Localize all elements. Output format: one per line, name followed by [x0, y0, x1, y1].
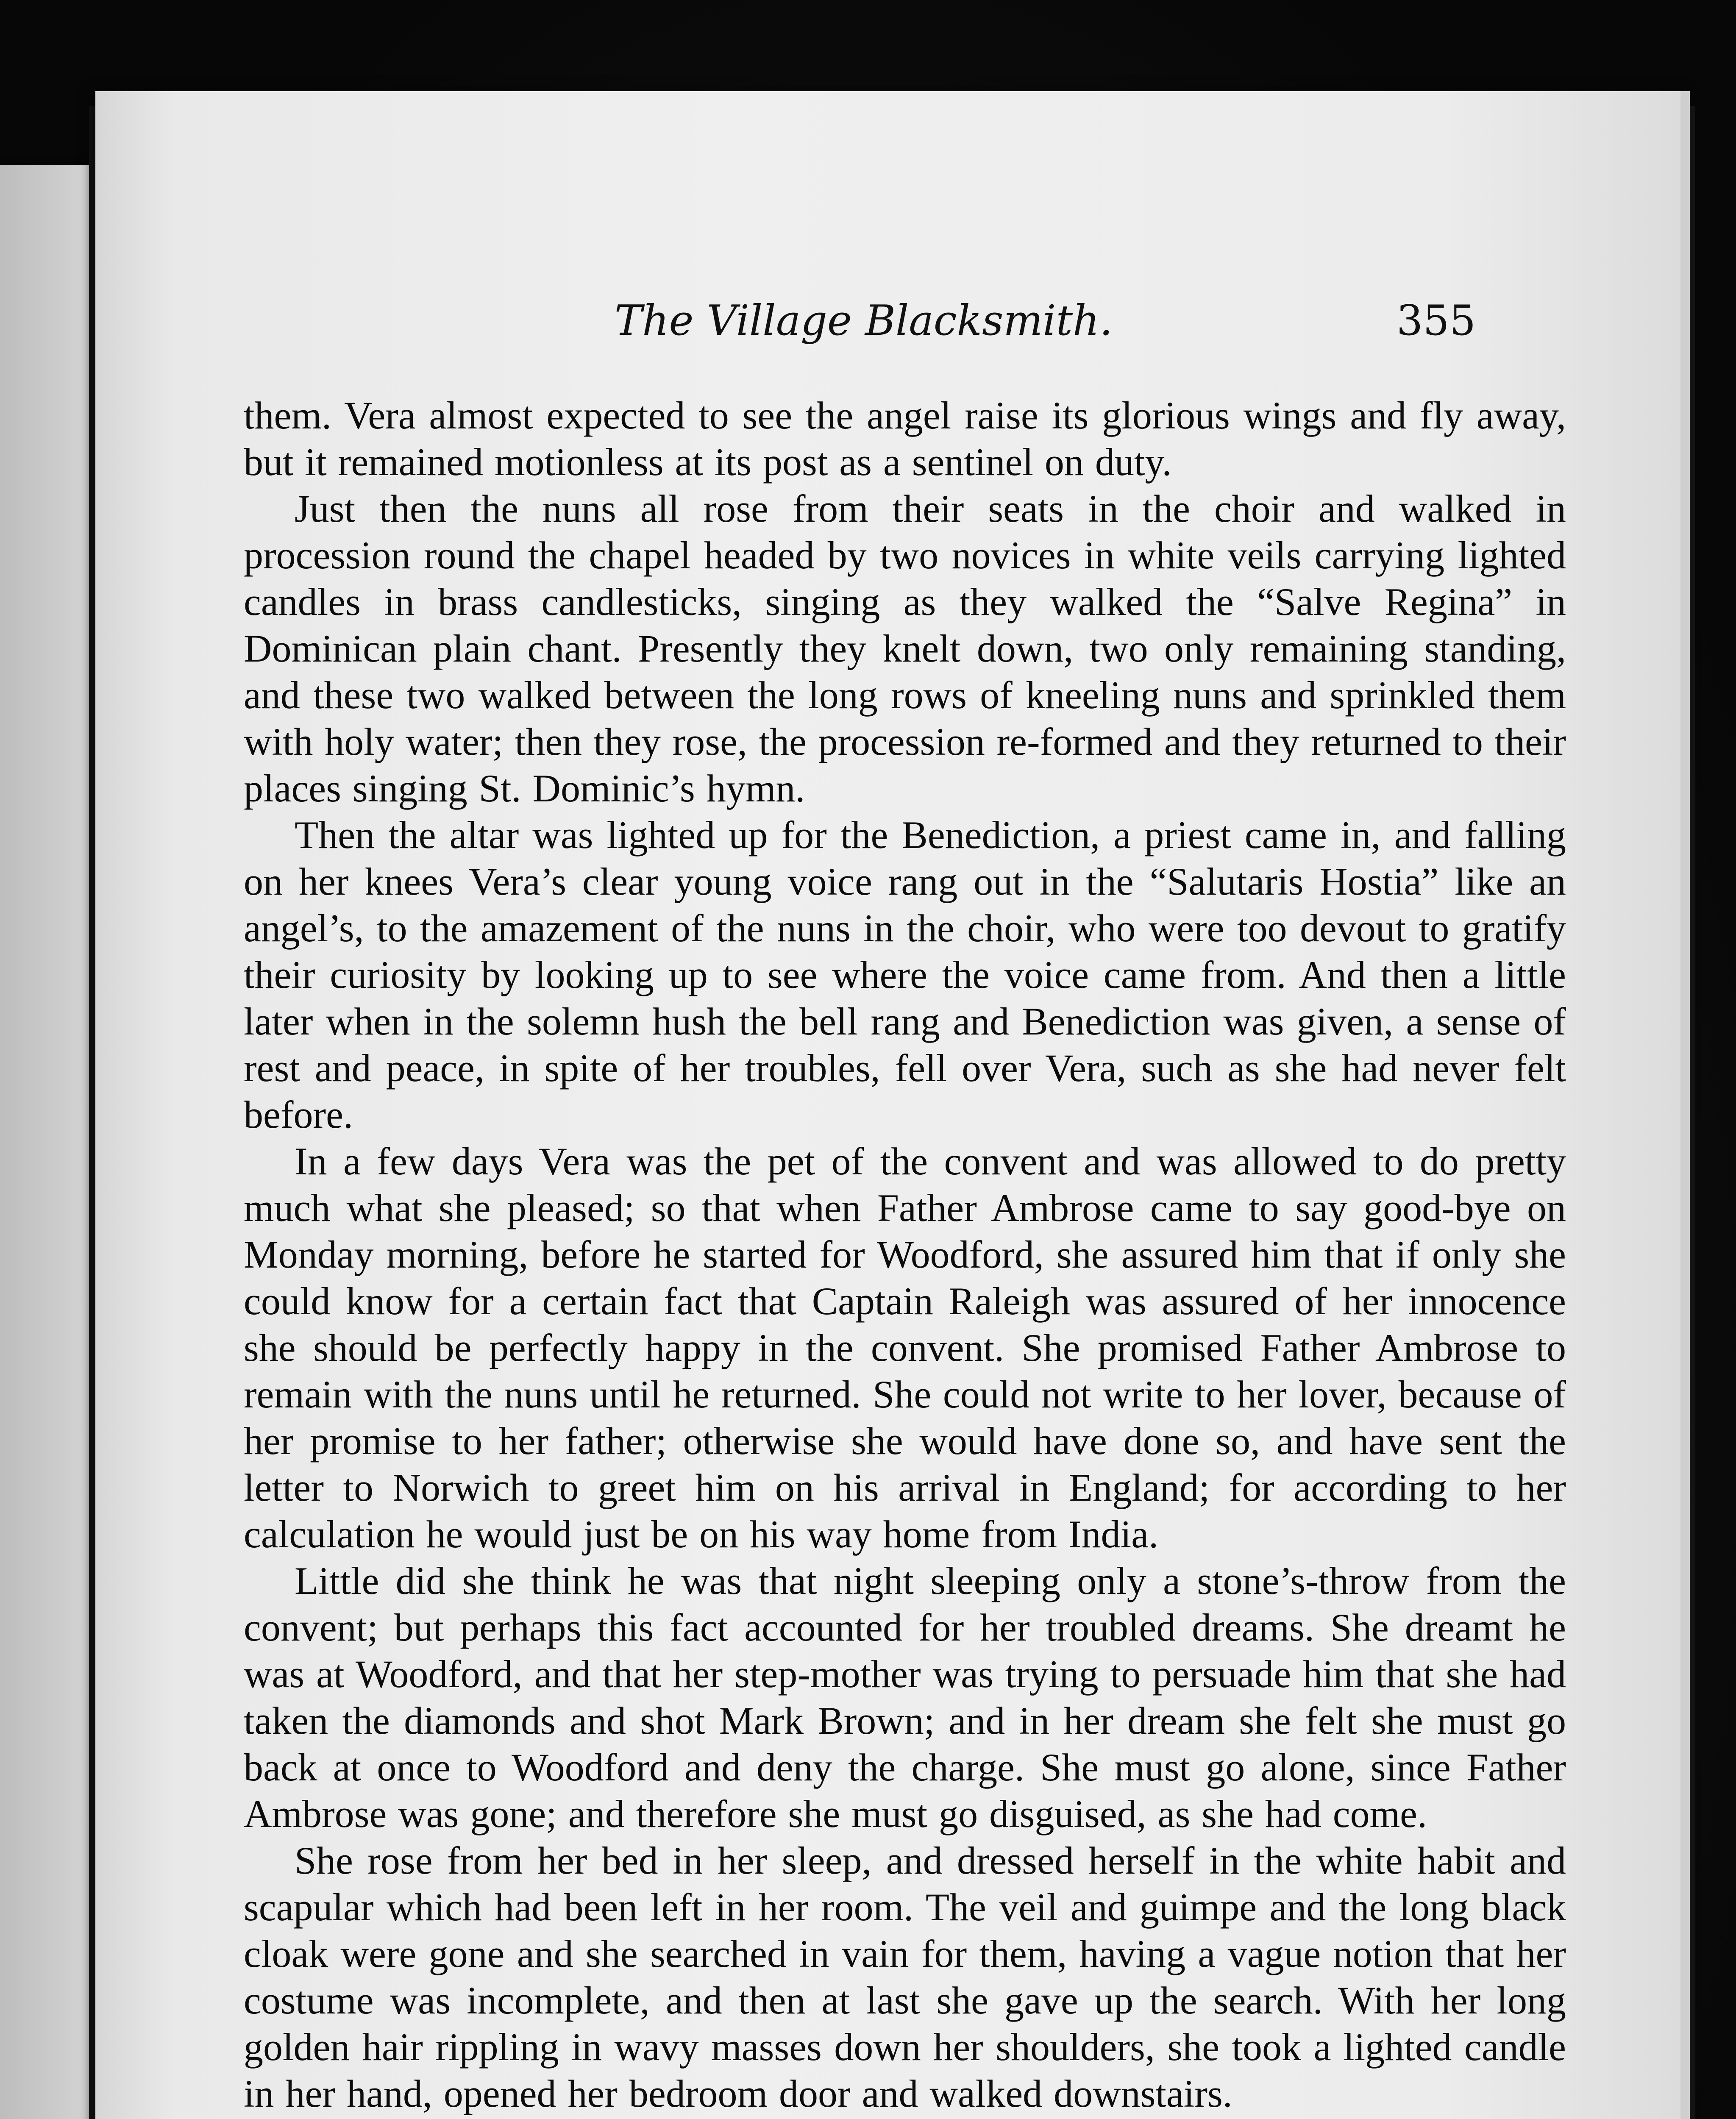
paragraph: Little did she think he was that night sleeping only a stone’s-throw from the convent; but perhaps this fact accounted for her troubled dreams. She dreamt he was at Woodford, and that her step-mother was trying to persuade him that she had taken the diamonds and shot Mark Brown; and in her dream she felt she must go back at once to Woodford and deny the charge. She must go alone, since Father Ambrose was gone; and therefore she must go disguised, as she had come.	[244, 1559, 1566, 1835]
paragraph	[244, 2117, 1566, 2119]
paragraph: Just then the nuns all rose from their seats in the choir and walked in procession round the chapel headed by two novices in white veils carrying lighted candles in brass candlesticks, singing as they walked the “Salve Regina” in Dominican plain chant. Presently they knelt down, two only remaining standing, and these two walked between the long rows of kneeling nuns and sprinkled them with holy water; then they rose, the procession re-formed and they returned to their places singing St. Dominic’s hymn.	[244, 487, 1566, 810]
paragraph: In a few days Vera was the pet of the convent and was allowed to do pretty much what she pleased; so that when Father Ambrose came to say good-bye on Monday morning, before he started for Woodford, she assured him that if only she could know for a certain fact that Captain Raleigh was assured of her innocence she should be perfectly happy in the convent. She promised Father Ambrose to remain with the nuns until he returned. She could not write to her lover, because of her promise to her father; otherwise she would have done so, and have sent the letter to Norwich to greet him on his arrival in England; for according to her calculation he would just be on his way home from India.	[244, 1140, 1566, 1556]
page-number: 355	[1397, 297, 1476, 345]
body-text	[244, 392, 1566, 2119]
book-page	[95, 91, 1690, 2119]
paragraph: She rose from her bed in her sleep, and dressed herself in the white habit and scapular which had been left in her room. The veil and guimpe and the long black cloak were gone and she searched in vain for them, having a vague notion that her costume was incomplete, and then at last she gave up the search. With her long golden hair rippling in wavy masses down her shoulders, she took a lighted candle in her hand, opened her bedroom door and walked downstairs.	[244, 1839, 1566, 2115]
paragraph: them. Vera almost expected to see the angel raise its glorious wings and fly away, but it remained motionless at its post as a sentinel on duty.	[244, 394, 1566, 484]
paragraph: Then the altar was lighted up for the Benediction, a priest came in, and falling on her knees Vera’s clear young voice rang out in the “Salutaris Hostia” like an angel’s, to the amazement of the nuns in the choir, who were too devout to gratify their curiosity by looking up to see where the voice came from. And then a little later when in the solemn hush the bell rang and Benediction was given, a sense of rest and peace, in spite of her troubles, fell over Vera, such as she had never felt before.	[244, 813, 1566, 1136]
running-title: The Village Blacksmith.	[615, 297, 1113, 345]
